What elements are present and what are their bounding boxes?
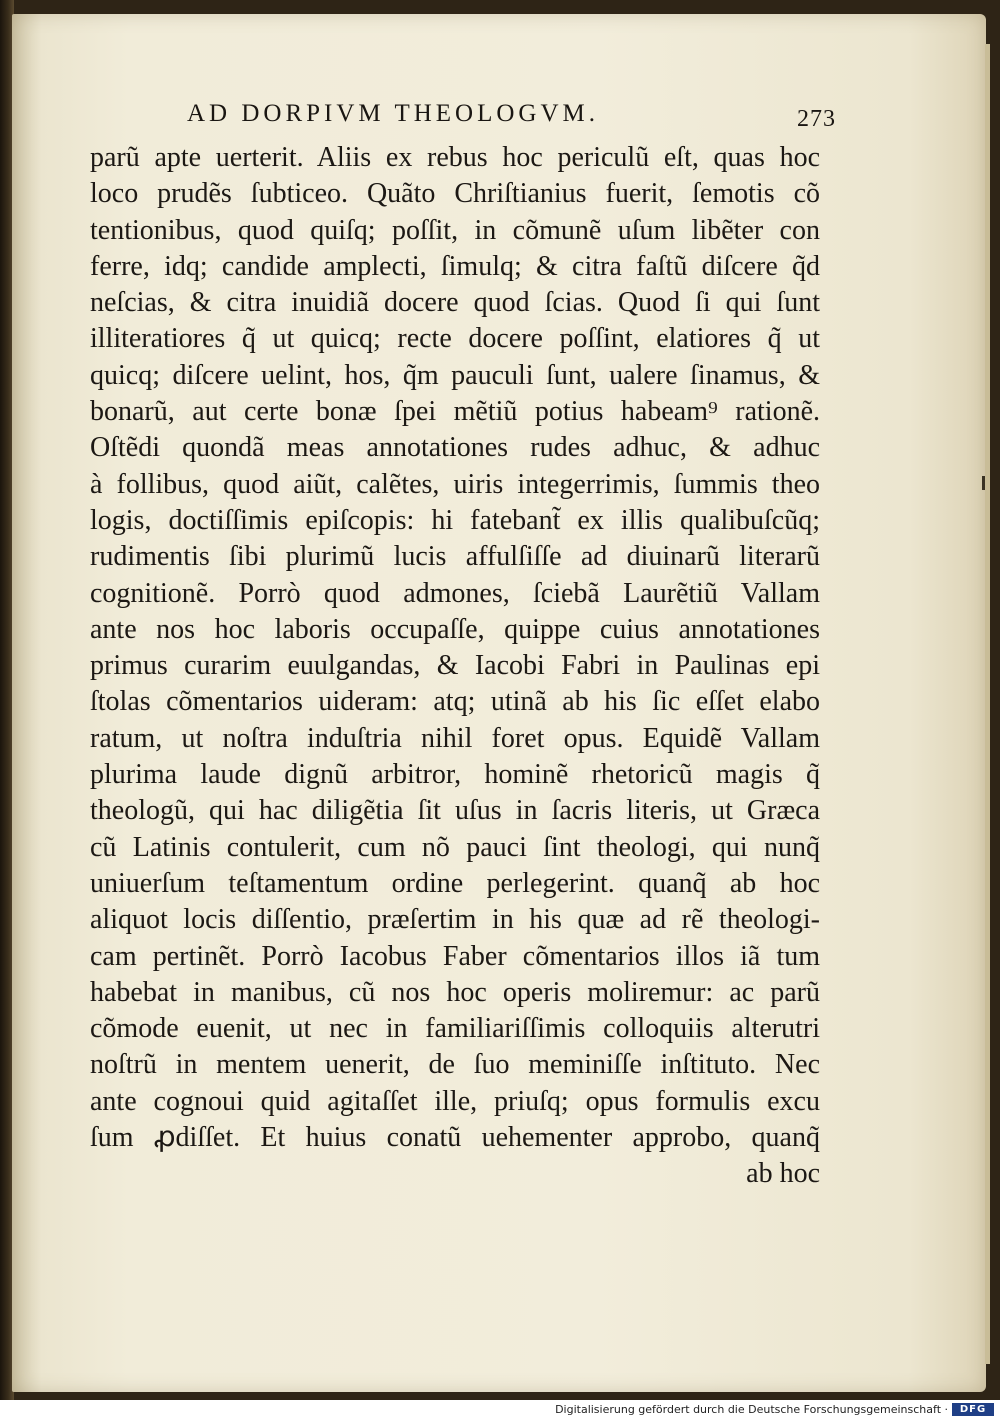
text-line: loco prudẽs ſubticeo. Quãto Chriſtianius fuerit, ſemotis cõ [90,178,820,210]
text-line: quicq; diſcere uelint, hos, q̃m pauculi ſunt, ualere ſinamus, & [90,359,820,391]
text-line: illiteratiores q̃ ut quicq; recte docere poſſint, elatiores q̃ ut [90,323,820,355]
text-line: ante nos hoc laboris occupaſſe, quippe cuius annotationes [90,613,820,645]
text-line: ſtolas cõmentarios uideram: atq; utinã ab his ſic eſſet elabo [90,686,820,718]
funding-credit: Digitalisierung gefördert durch die Deutsche Forschungsgemeinschaft · [555,1403,948,1416]
text-line: primus curarim euulgandas, & Iacobi Fabri in Paulinas epi [90,650,820,682]
text-line: à follibus, quod aiũt, calẽtes, uiris integerrimis, ſummis theo [90,468,820,500]
text-line: logis, doctiſſimis epiſcopis: hi fatebant̃ ex illis qualibuſcũq; [90,504,820,536]
text-line: plurima laude dignũ arbitror, hominẽ rhetoricũ magis q̃ [90,759,820,791]
text-line: cõmode euenit, ut nec in familiariſſimis colloquiis alterutri [90,1013,820,1045]
text-line: aliquot locis diſſentio, præſertim in his quæ ad rẽ theologi- [90,904,820,936]
text-line: uniuerſum teſtamentum ordine perlegerint. quanq̃ ab hoc [90,867,820,899]
dfg-logo: DFG [952,1403,994,1416]
text-line: ab hoc [746,1158,820,1190]
page-number: 273 [797,106,836,132]
text-line: Oſtẽdi quondã meas annotationes rudes adhuc, & adhuc [90,432,820,464]
book-page [12,14,986,1392]
footer-bar [0,1400,1000,1420]
text-line: cognitionẽ. Porrò quod admones, ſciebã Laurẽtiũ Vallam [90,577,820,609]
text-line: ratum, ut noſtra induſtria nihil foret opus. Equidẽ Vallam [90,722,820,754]
text-line: ferre, idq; candide amplecti, ſimulq; & citra faſtũ diſcere q̃d [90,250,820,282]
page-edge [985,44,990,1364]
text-line: cũ Latinis contulerit, cum nõ pauci ſint theologi, qui nunq̃ [90,831,820,863]
text-line: tentionibus, quod quiſq; poſſit, in cõmunẽ uſum libẽter con [90,214,820,246]
text-line: noſtrũ in mentem uenerit, de ſuo meminiſſe inſtituto. Nec [90,1049,820,1081]
text-line: parũ apte uerterit. Aliis ex rebus hoc periculũ eſt, quas hoc [90,142,820,173]
text-line: bonarũ, aut certe bonæ ſpei mẽtiũ potius habeam⁹ rationẽ. [90,396,820,428]
page-edge-mark [982,476,985,490]
text-line: ante cognoui quid agitaſſet ille, priuſq; opus formulis excu [90,1085,820,1117]
body-text [90,140,820,1193]
text-line: habebat in manibus, cũ nos hoc operis moliremur: ac parũ [90,976,820,1008]
running-title: AD DORPIVM THEOLOGVM. [187,100,600,127]
text-line: cam pertinẽt. Porrò Iacobus Faber cõmentarios illos iã tum [90,940,820,972]
text-line: rudimentis ſibi plurimũ lucis affulſiſſe ad diuinarũ literarũ [90,541,820,573]
text-line: theologũ, qui hac diligẽtia ſit uſus in ſacris literis, ut Græca [90,795,820,827]
text-line: ſum ꝓdiſſet. Et huius conatũ uehementer approbo, quanq̃ [90,1122,820,1154]
text-line: neſcias, & citra inuidiã docere quod ſcias. Quod ſi qui ſunt [90,287,820,319]
running-head [12,92,986,132]
